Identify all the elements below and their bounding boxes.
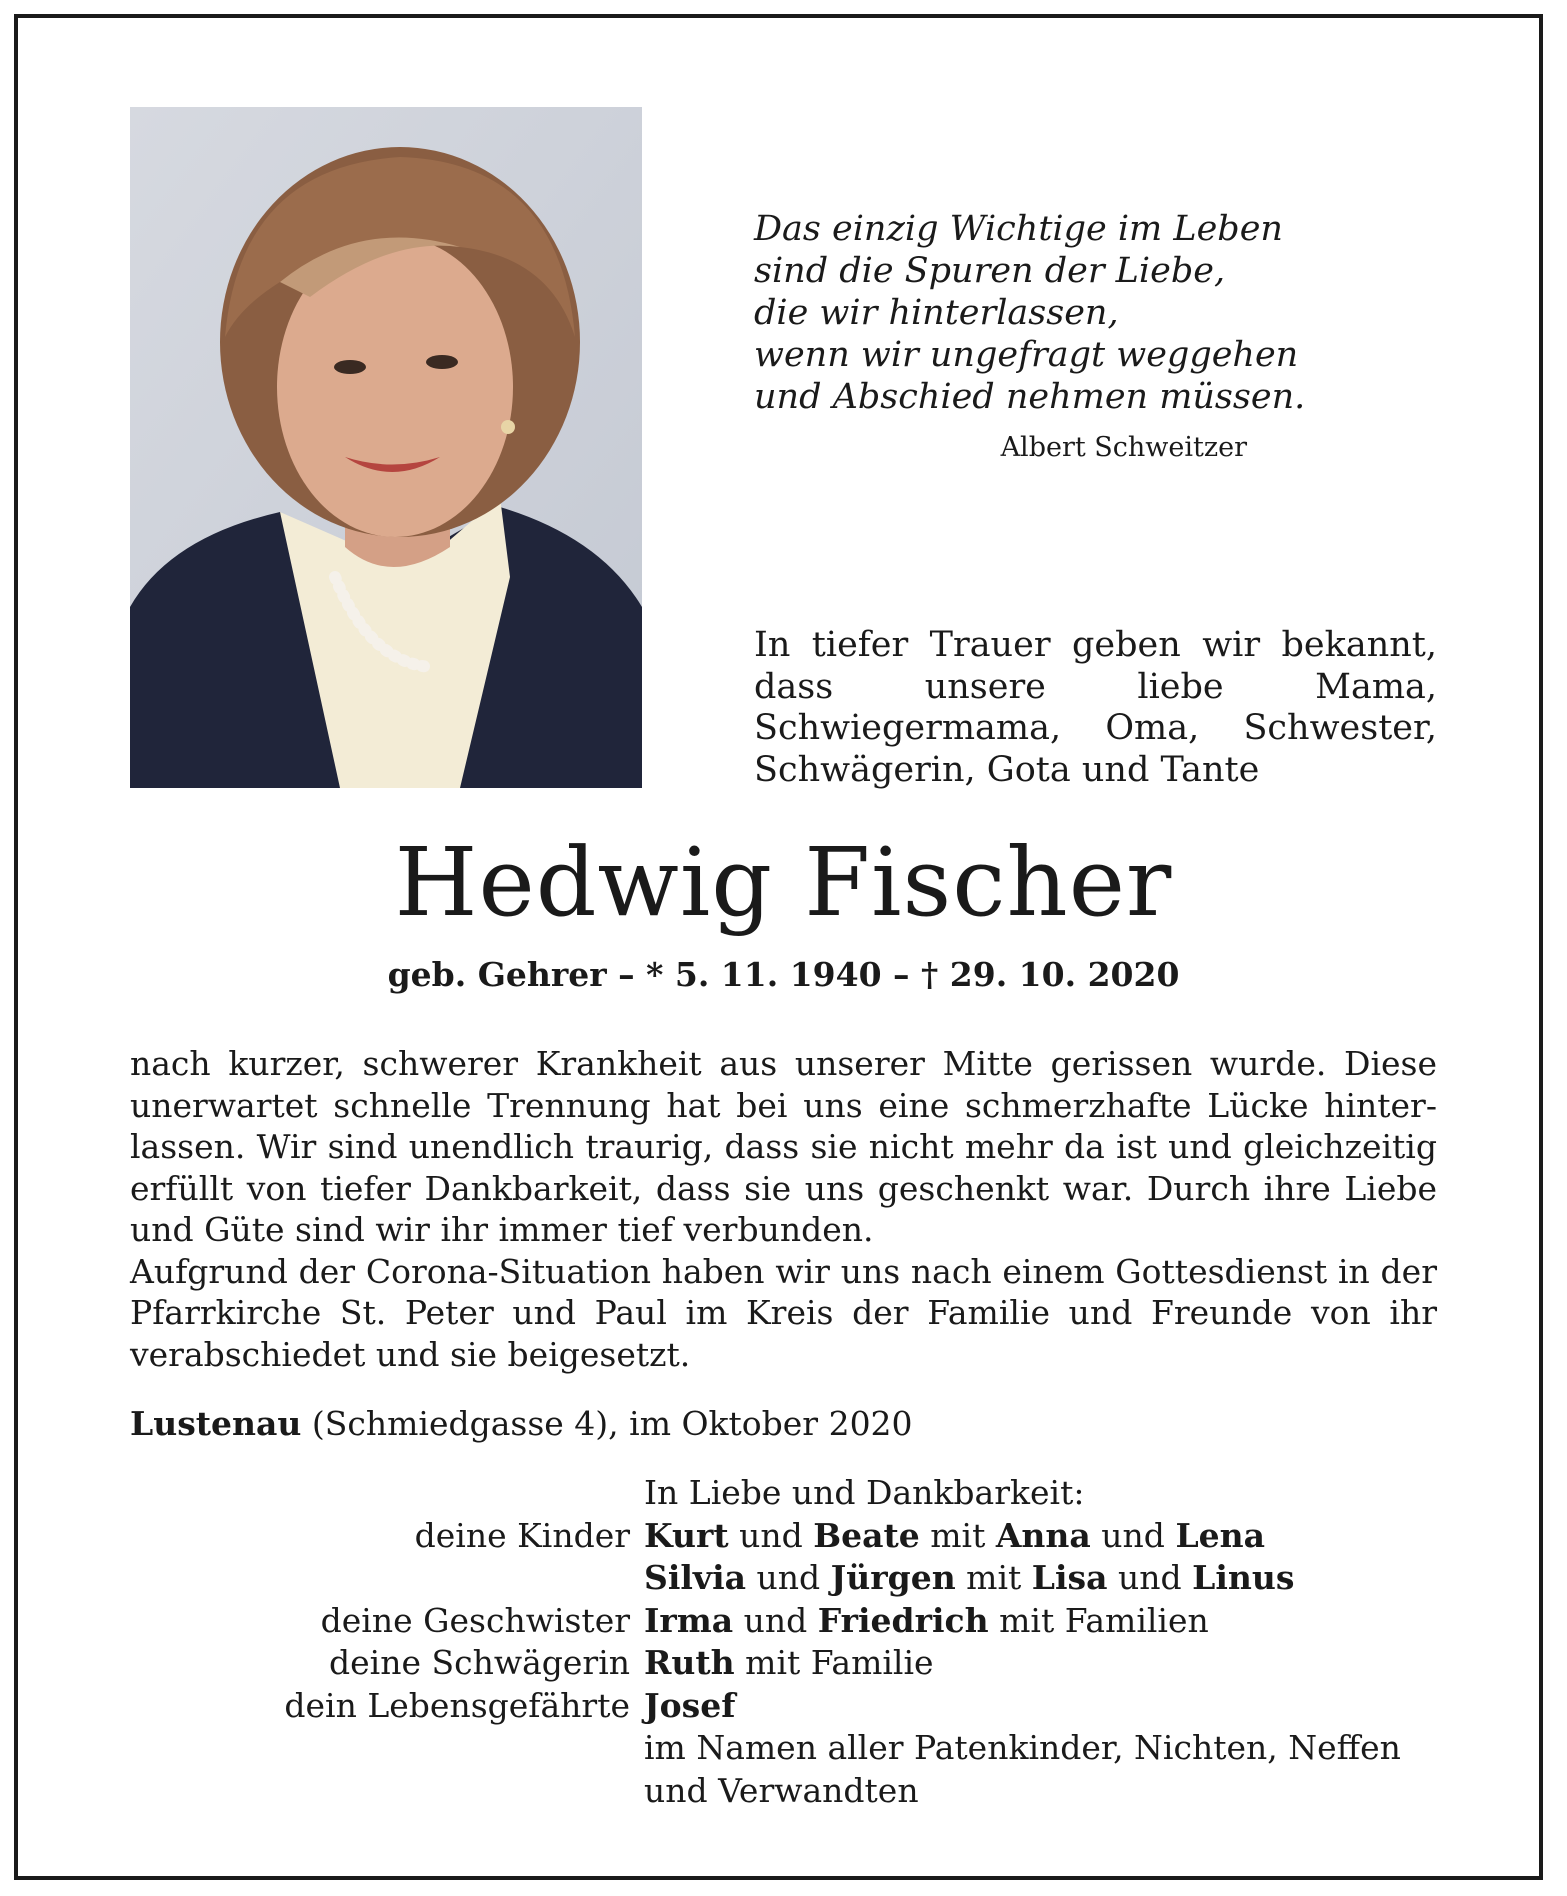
- birth-death-dates: geb. Gehrer – * 5. 11. 1940 – † 29. 10. 2020: [387, 955, 1180, 994]
- signature-row: [0, 1642, 1567, 1685]
- signatures: [0, 1472, 1567, 1812]
- quote: [754, 208, 1314, 418]
- person-name: Ruth: [644, 1643, 735, 1682]
- signature-row: [0, 1727, 1567, 1770]
- deceased-name: Hedwig Fischer: [394, 828, 1173, 938]
- portrait-photo: [130, 107, 642, 788]
- person-name: Lena: [1175, 1515, 1266, 1555]
- person-name: Beate: [813, 1515, 920, 1555]
- person-name: Friedrich: [817, 1600, 989, 1640]
- town: Lustenau: [130, 1404, 302, 1443]
- announcement-intro: In tiefer Trauer geben wir bekannt, dass unsere liebe Mama, Schwiegermama, Oma, Schwester, Schwägerin, Gota und Tante: [754, 625, 1437, 790]
- signature-names: Ruth mit Familie: [644, 1643, 934, 1682]
- quote-line: wenn wir ungefragt weggehen: [754, 335, 1299, 375]
- person-name: Kurt: [644, 1515, 729, 1555]
- signature-row: [0, 1600, 1567, 1643]
- signature-names: Silvia und Jürgen mit Lisa und Linus: [644, 1558, 1295, 1597]
- quote-line: Das einzig Wichtige im Leben: [754, 209, 1283, 249]
- quote-author: Albert Schweitzer: [1000, 432, 1247, 463]
- person-name: Linus: [1192, 1558, 1295, 1597]
- person-name: Irma: [644, 1600, 734, 1640]
- signature-row: [0, 1557, 1567, 1600]
- relation-label: deine Schwägerin: [329, 1643, 630, 1682]
- place-and-date: [130, 1404, 913, 1443]
- obituary-paragraph: nach kurzer, schwerer Krankheit aus unserer Mitte gerissen wurde. Diese unerwartet schnelle Trennung hat bei uns eine schmerzhafte Lücke hinterlassen. Wir sind unendlich traurig, dass sie nicht mehr da ist und gleichzeitig erfüllt von tiefer Dankbarkeit, dass sie uns geschenkt war. Durch ihre Liebe und Güte sind wir ihr immer tief verbunden.: [130, 1044, 1437, 1249]
- obituary-paragraph: Aufgrund der Corona-Situation haben wir uns nach einem Gottesdienst in der Pfarrkirche St. Peter und Paul im Kreis der Familie und Freunde von ihr verabschiedet und sie beigesetzt.: [130, 1251, 1437, 1374]
- signature-names: Irma und Friedrich mit Familien: [644, 1600, 1209, 1640]
- relation-label: deine Kinder: [414, 1515, 630, 1555]
- person-name: Jürgen: [830, 1558, 956, 1597]
- obituary-text: [130, 1043, 1437, 1375]
- signature-others: im Namen aller Patenkinder, Nichten, Neffen: [644, 1728, 1401, 1767]
- signature-names: [644, 1685, 735, 1728]
- relation-label: dein Lebensgefährte: [284, 1685, 630, 1725]
- signature-others: und Verwandten: [644, 1770, 919, 1810]
- signature-row: [0, 1472, 1567, 1515]
- signature-row: [0, 1770, 1567, 1813]
- person-name: Silvia: [644, 1558, 746, 1597]
- person-name: Anna: [995, 1515, 1091, 1555]
- signature-row: [0, 1685, 1567, 1728]
- quote-line: und Abschied nehmen müssen.: [754, 377, 1306, 417]
- portrait-image: [130, 107, 642, 788]
- signature-row: [0, 1515, 1567, 1558]
- signature-heading: In Liebe und Dankbarkeit:: [644, 1473, 1085, 1512]
- quote-line: die wir hinterlassen,: [754, 293, 1119, 333]
- signature-names: Kurt und Beate mit Anna und Lena: [644, 1515, 1266, 1555]
- address-date: (Schmiedgasse 4), im Oktober 2020: [301, 1404, 913, 1443]
- person-name: Lisa: [1031, 1558, 1108, 1597]
- person-name: Josef: [644, 1685, 736, 1725]
- quote-line: sind die Spuren der Liebe,: [754, 251, 1226, 291]
- relation-label: deine Geschwister: [320, 1600, 630, 1640]
